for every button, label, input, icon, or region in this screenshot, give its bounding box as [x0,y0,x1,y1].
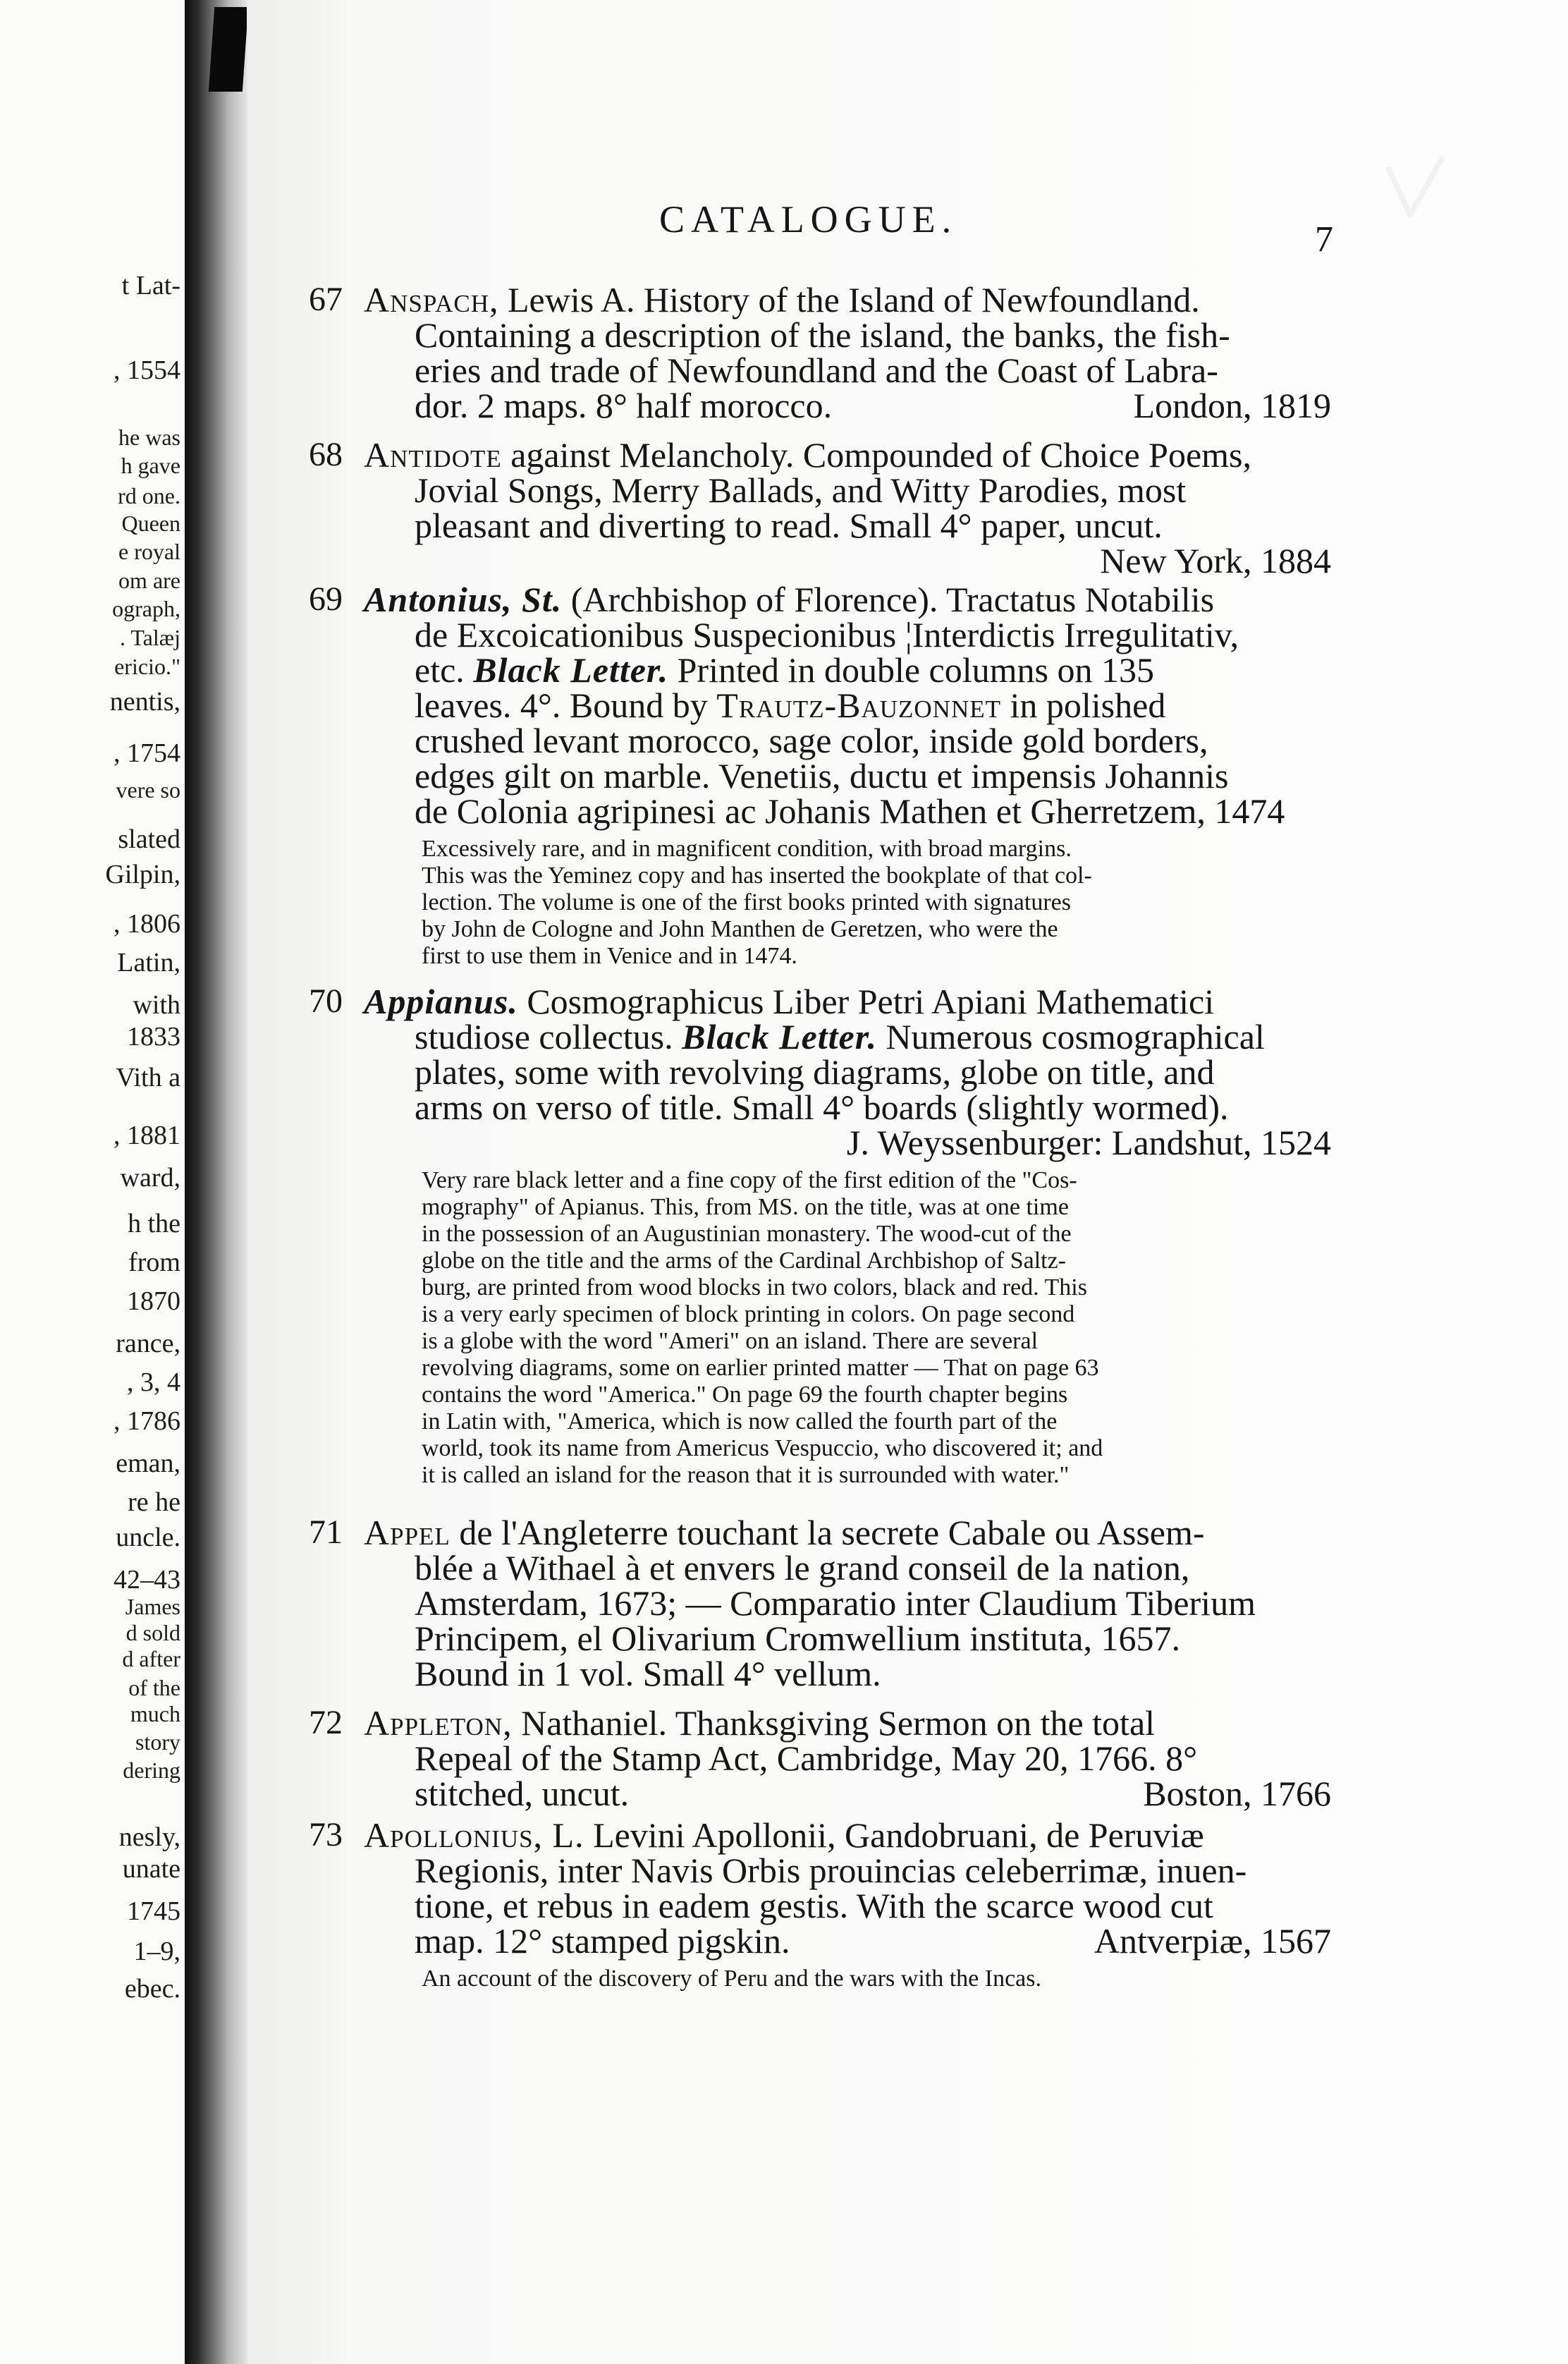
facing-page-text-fragment: 1870 [127,1286,180,1316]
entry-heading: Appel [364,1513,451,1552]
entry-text: blée a Withael à et envers le grand conseil de la nation, [415,1548,1190,1588]
entry-line [415,353,1331,388]
note-line: This was the Yeminez copy and has inserted the bookplate of that col- [422,863,1092,889]
entry-line [415,388,1331,423]
facing-page-text-fragment: Latin, [117,948,180,977]
facing-page-text-fragment: ograph, [112,596,180,621]
imprint: London, 1819 [1133,386,1331,425]
entry-text: arms on verso of title. Small 4° boards (slightly wormed). [415,1087,1229,1127]
facing-page-text-fragment: 1833 [127,1022,180,1052]
entry-text: stitched, uncut. [415,1774,630,1813]
facing-page-text-fragment: vere so [116,777,180,803]
catalogue-entry [309,1817,1331,1992]
entry-text: Cosmographicus Liber Petri Apiani Mathematici [517,982,1215,1021]
facing-page-text-fragment: re he [128,1487,180,1517]
note-line: in the possession of an Augustinian monastery. The wood-cut of the [422,1221,1072,1247]
imprint: Boston, 1766 [1143,1774,1331,1813]
entry-heading: Anspach, [364,280,499,319]
entry-line [415,1019,1331,1054]
entry-text: edges gilt on marble. Venetiis, ductu et impensis Johannis [415,756,1229,796]
facing-page-text-fragment: , 1881 [114,1121,180,1150]
entry-line [309,1513,1331,1552]
facing-page-text-fragment: ebec. [124,1974,180,2004]
note-line: is a globe with the word "Ameri" on an island. There are several [422,1328,1039,1354]
entry-line [309,1703,1331,1743]
entry-text: dor. 2 maps. 8° half morocco. [415,386,833,425]
entry-text: leaves. 4°. Bound by [415,686,717,725]
facing-page-text-fragment: , 1754 [114,738,180,768]
entry-number: 72 [309,1704,343,1741]
facing-page-text-fragment: , 1786 [114,1406,180,1436]
entry-text: Levini Apollonii, Gandobruani, de Peruviæ [584,1815,1204,1855]
binder-name: Trautz-Bauzonnet [716,686,1001,725]
entry-text: in polished [1001,686,1166,725]
note-line: burg, are printed from wood blocks in two colors, black and red. This [422,1274,1087,1300]
facing-page-text-fragment: d after [122,1646,180,1671]
facing-page-text-fragment: from [128,1248,180,1277]
facing-page-text-fragment: . Talæj [119,625,180,650]
catalogue-entry [309,1705,1331,1811]
entry-text: Regionis, inter Navis Orbis prouincias celeberrimæ, inuen- [415,1851,1247,1890]
facing-page-text-fragment: rance, [116,1329,180,1358]
entry-line [415,1621,1331,1656]
black-letter-phrase: Black Letter. [682,1017,877,1056]
entry-heading: Antidote [364,435,502,475]
entry-text: Nathaniel. Thanksgiving Sermon on the total [512,1703,1156,1743]
entry-number: 73 [309,1816,343,1853]
entry-text: de l'Angleterre touchant la secrete Cabale ou Assem- [450,1513,1205,1552]
entry-text: map. 12° stamped pigskin. [415,1921,790,1961]
facing-page-text-fragment: ericio." [114,654,180,679]
entry-note [422,836,1331,970]
gutter-shadow [209,7,248,92]
entry-text: Lewis A. History of the Island of Newfoundland. [498,280,1200,319]
note-line: by John de Cologne and John Manthen de Geretzen, who were the [422,916,1058,942]
note-line: it is called an island for the reason that it is surrounded with water." [422,1462,1070,1488]
entry-line [415,1738,1331,1778]
facing-page-text-fragment: much [130,1701,180,1726]
note-line: An account of the discovery of Peru and the wars with the Incas. [422,1966,1042,1992]
note-line: Very rare black letter and a fine copy of the first edition of the "Cos- [422,1167,1077,1193]
facing-page-text-fragment: with [133,990,180,1020]
facing-page-text-fragment: dering [123,1757,180,1783]
entry-line [309,280,1331,319]
entry-heading-blackletter: Appianus. [364,982,518,1021]
note-line: world, took its name from Americus Vespuccio, who discovered it; and [422,1435,1103,1461]
facing-page-text-fragment: eman, [116,1449,180,1478]
entry-text: eries and trade of Newfoundland and the Coast of Labra- [415,351,1218,390]
note-line: first to use them in Venice and in 1474. [422,943,797,969]
entry-note [422,1167,1331,1489]
entry-line [415,756,1331,796]
imprint: J. Weyssenburger: Landshut, 1524 [846,1123,1331,1162]
page-number: 7 [1315,219,1333,260]
entry-line [309,1815,1331,1855]
facing-page-text-fragment: 1–9, [133,1937,180,1966]
entry-number: 69 [309,580,343,618]
entry-line [415,617,1331,652]
note-line: mography" of Apianus. This, from MS. on the title, was at one time [422,1194,1069,1220]
note-line: in Latin with, "America, which is now called the fourth part of the [422,1408,1058,1434]
facing-page-text-fragment: Vith a [116,1063,180,1092]
entry-text: Principem, el Olivarium Cromwellium instituta, 1657. [415,1619,1180,1658]
entry-line [309,435,1331,475]
entry-line [415,470,1331,510]
entry-line [415,1585,1331,1621]
entry-text: de Excoicationibus Suspecionibus ¦Interdictis Irregulitativ, [415,615,1239,654]
entry-text: de Colonia agripinesi ac Johanis Mathen et Gherretzem, 1474 [415,791,1285,831]
note-line: is a very early specimen of block printing in colors. On page second [422,1301,1075,1327]
entry-text: (Archbishop of Florence). Tractatus Notabilis [562,580,1215,619]
entry-line [415,1776,1331,1811]
entry-text: Bound in 1 vol. Small 4° vellum. [415,1654,881,1693]
entry-line [309,580,1331,619]
facing-page-text-fragment: 1745 [127,1896,180,1926]
facing-page-text-fragment: d sold [125,1620,180,1645]
facing-page-text-fragment: ward, [120,1163,180,1193]
facing-page-text-fragment: om are [118,568,180,593]
entry-text: plates, some with revolving diagrams, globe on title, and [415,1052,1215,1092]
facing-page-text-fragment: h the [128,1209,180,1238]
entry-text: tione, et rebus in eadem gestis. With the scarce wood cut [415,1886,1213,1925]
entry-text: against Melancholy. Compounded of Choice Poems, [501,435,1251,475]
entry-heading: Apollonius, L. [364,1815,584,1855]
note-line: globe on the title and the arms of the Cardinal Archbishop of Saltz- [422,1248,1066,1274]
catalogue-entry [309,582,1331,970]
facing-page-text-fragment: unate [122,1854,180,1884]
entry-text: Numerous cosmographical [876,1017,1265,1056]
entry-line [415,1125,1331,1160]
catalogue-entry [309,282,1331,423]
catalogue-entry [309,1515,1331,1691]
entry-number: 67 [309,281,343,318]
entry-line [415,1888,1331,1923]
facing-page-text-fragment: Queen [121,511,180,536]
imprint: Antverpiæ, 1567 [1094,1921,1331,1961]
entry-text: pleasant and diverting to read. Small 4° paper, uncut. [415,506,1163,545]
black-letter-phrase: Black Letter. [473,650,669,690]
facing-page-text-fragment: , 3, 4 [127,1367,180,1397]
book-gutter [185,0,247,2364]
facing-page-text-fragment: rd one. [118,483,180,508]
facing-page-text-fragment: e royal [118,539,180,564]
entry-line [415,1656,1331,1691]
facing-page-text-fragment: nesly, [118,1822,180,1852]
entry-line [415,1853,1331,1888]
entry-text: Repeal of the Stamp Act, Cambridge, May 20, 1766. 8° [415,1738,1198,1778]
catalogue-entry [309,984,1331,1489]
facing-page-text-fragment: uncle. [116,1523,180,1552]
note-line: lection. The volume is one of the first books printed with signatures [422,889,1071,915]
facing-page-text-fragment: Gilpin, [105,860,180,889]
entry-line [415,688,1331,723]
facing-page-text-fragment: h gave [121,453,180,478]
running-head: CATALOGUE. [659,198,958,240]
facing-page-text-fragment: nentis, [109,687,180,717]
entry-line [415,793,1331,829]
note-line: Excessively rare, and in magnificent condition, with broad margins. [422,836,1072,862]
entry-text: Amsterdam, 1673; — Comparatio inter Claudium Tiberium [415,1583,1256,1623]
entry-number: 70 [309,982,343,1020]
entry-heading-blackletter: Antonius, St. [364,580,563,619]
entry-line [415,1921,1331,1961]
entry-line [309,982,1331,1021]
entry-number: 68 [309,436,343,473]
facing-page-text-fragment: t Lat- [121,271,180,300]
facing-page-fragment [0,0,185,2364]
entry-text: Printed in double columns on 135 [668,650,1154,690]
entry-text: Jovial Songs, Merry Ballads, and Witty Parodies, most [415,470,1187,510]
facing-page-text-fragment: of the [128,1675,180,1700]
margin-ink-mark [1368,148,1459,233]
facing-page-text-fragment: , 1554 [114,355,180,385]
entry-text: etc. [415,650,474,690]
facing-page-text-fragment: story [135,1729,180,1755]
entry-line [415,652,1331,688]
imprint: New York, 1884 [1100,541,1331,580]
catalogue-entry [309,437,1331,578]
entry-line [415,723,1331,758]
note-line: revolving diagrams, some on earlier printed matter — That on page 63 [422,1355,1099,1381]
facing-page-text-fragment: he was [118,425,180,450]
facing-page-text-fragment: 42–43 [114,1565,180,1595]
entry-line [415,317,1331,353]
entry-line [415,543,1331,578]
facing-page-text-fragment: slated [118,824,180,854]
entry-number: 71 [309,1513,343,1551]
facing-page-text-fragment: , 1806 [114,909,180,939]
entry-line [415,508,1331,543]
entry-line [415,1054,1331,1090]
entry-text: Containing a description of the island, the banks, the fish- [415,315,1230,355]
entry-text: studiose collectus. [415,1017,682,1056]
facing-page-text-fragment: James [125,1594,180,1619]
entry-text: crushed levant morocco, sage color, inside gold borders, [415,721,1208,760]
note-line: contains the word "America." On page 69 the fourth chapter begins [422,1382,1068,1408]
entry-note [422,1966,1331,1992]
entry-line [415,1087,1331,1127]
entry-heading: Appleton, [364,1703,513,1743]
entry-line [415,1548,1331,1588]
